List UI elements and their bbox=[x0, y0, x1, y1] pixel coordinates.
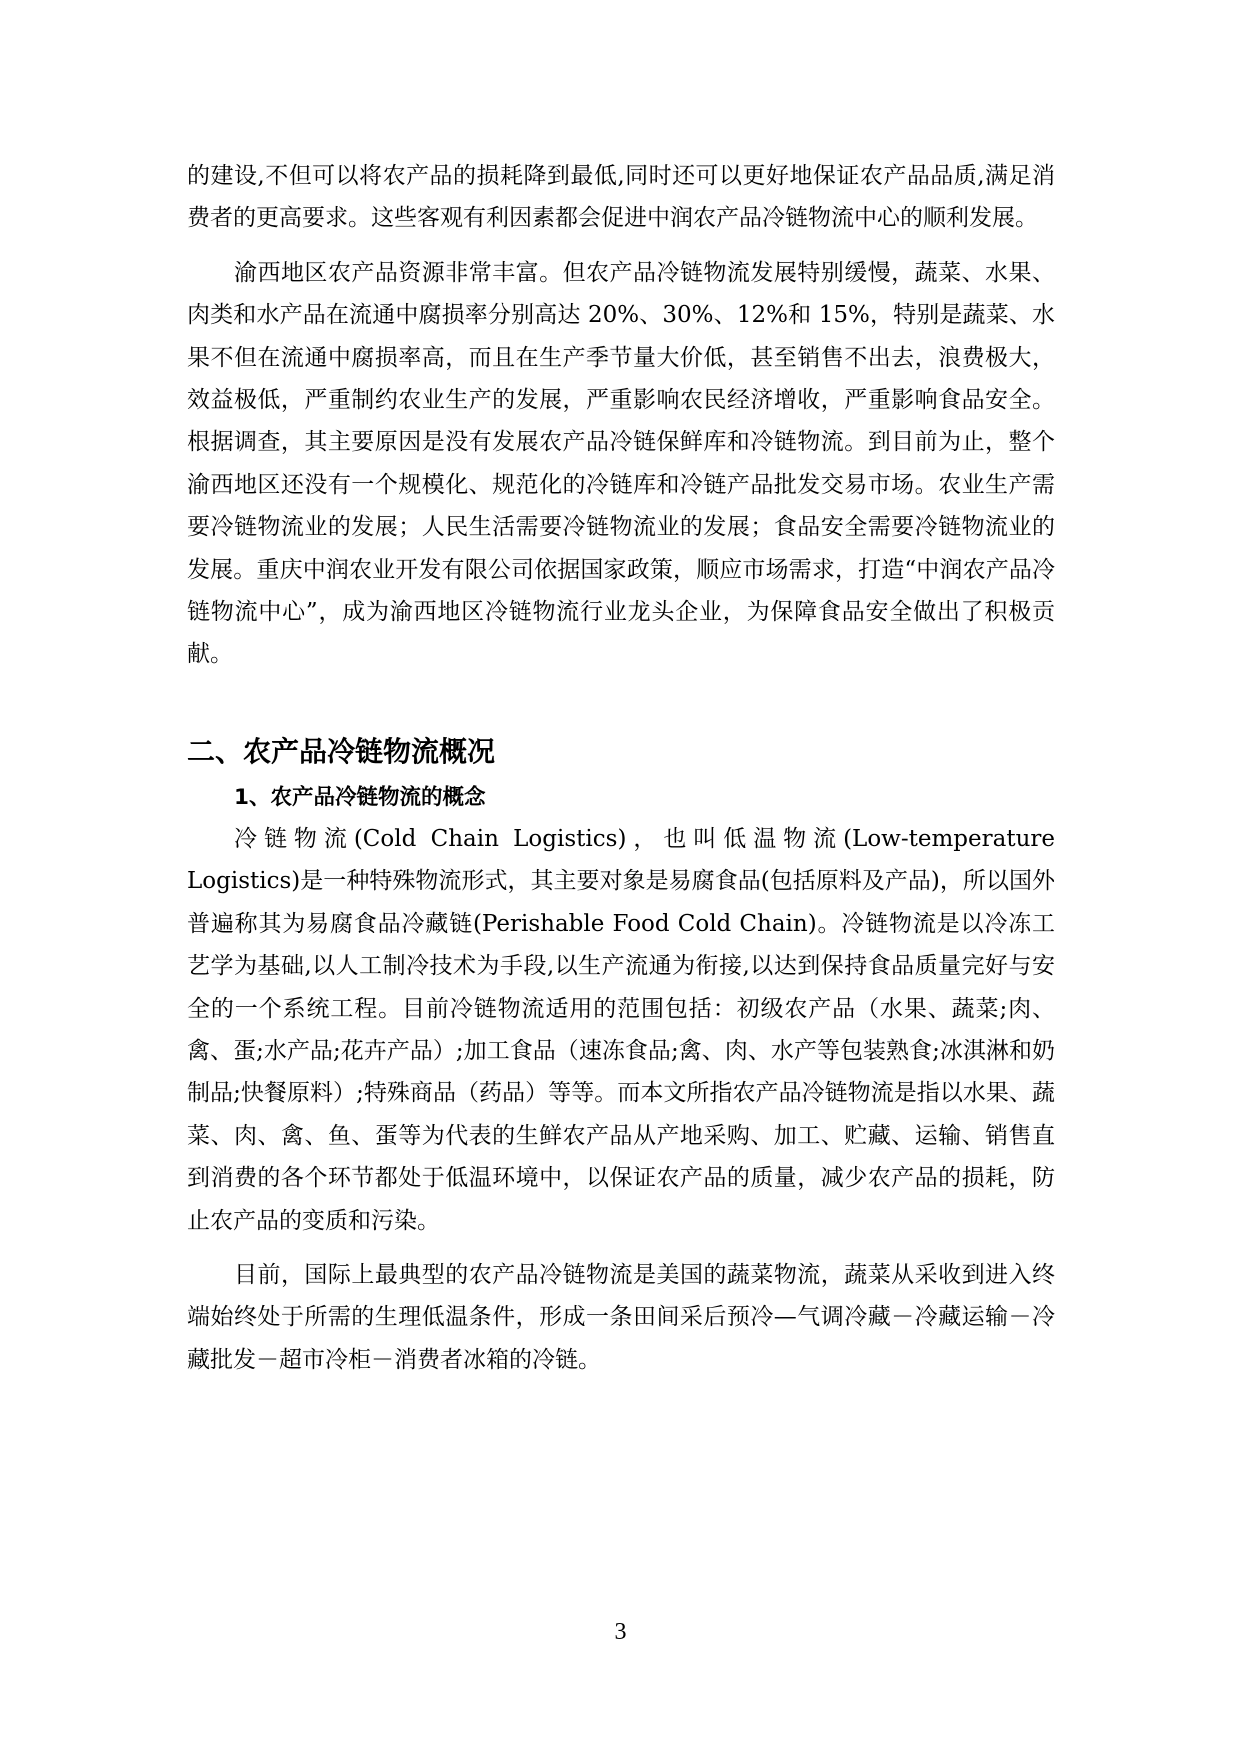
paragraph-continuation: 的建设,不但可以将农产品的损耗降到最低,同时还可以更好地保证农产品品质,满足消费者的更高要求。这些客观有利因素都会促进中润农产品冷链物流中心的顺利发展。 bbox=[187, 163, 1055, 232]
section-heading: 二、农产品冷链物流概况 bbox=[187, 734, 496, 768]
paragraph-cold-chain-definition: 冷链物流(Cold Chain Logistics)，也叫低温物流(Low-temperature Logistics)是一种特殊物流形式，其主要对象是易腐食品(包括原料及产品)，所以国外普遍称其为易腐食品冷藏链(Perishable Food Cold Chain)。冷链物流是以冷冻工艺学为基础,以人工制冷技术为手段,以生产流通为衔接,以达到保持食品质量完好与安全的一个系统工程。目前冷链物流适用的范围包括：初级农产品（水果、蔬菜;肉、禽、蛋;水产品;花卉产品）;加工食品（速冻食品;禽、肉、水产等包装熟食;冰淇淋和奶制品;快餐原料）;特殊商品（药品）等等。而本文所指农产品冷链物流是指以水果、蔬菜、肉、禽、鱼、蛋等为代表的生鲜农产品从产地采购、加工、贮藏、运输、销售直到消费的各个环节都处于低温环境中，以保证农产品的质量，减少农产品的损耗，防止农产品的变质和污染。 bbox=[187, 825, 1055, 1234]
paragraph-us-vegetable-logistics: 目前，国际上最典型的农产品冷链物流是美国的蔬菜物流，蔬菜从采收到进入终端始终处于所需的生理低温条件，形成一条田间采后预冷—气调冷藏－冷藏运输－冷藏批发－超市冷柜－消费者冰箱的冷链。 bbox=[187, 1261, 1055, 1373]
subsection-heading: 1、农产品冷链物流的概念 bbox=[234, 784, 486, 810]
page-number: 3 bbox=[614, 1619, 627, 1645]
page-content bbox=[187, 155, 1055, 1381]
paragraph-yuxi-resources: 渝西地区农产品资源非常丰富。但农产品冷链物流发展特别缓慢，蔬菜、水果、肉类和水产品在流通中腐损率分别高达 20%、30%、12%和 15%，特别是蔬菜、水果不但在流通中腐损率高，而且在生产季节量大价低，甚至销售不出去，浪费极大，效益极低，严重制约农业生产的发展，严重影响农民经济增收，严重影响食品安全。根据调查，其主要原因是没有发展农产品冷链保鲜库和冷链物流。到目前为止，整个渝西地区还没有一个规模化、规范化的冷链库和冷链产品批发交易市场。农业生产需要冷链物流业的发展；人民生活需要冷链物流业的发展；食品安全需要冷链物流业的发展。重庆中润农业开发有限公司依据国家政策，顺应市场需求，打造“中润农产品冷链物流中心”，成为渝西地区冷链物流行业龙头企业，为保障食品安全做出了积极贡献。 bbox=[187, 259, 1055, 668]
